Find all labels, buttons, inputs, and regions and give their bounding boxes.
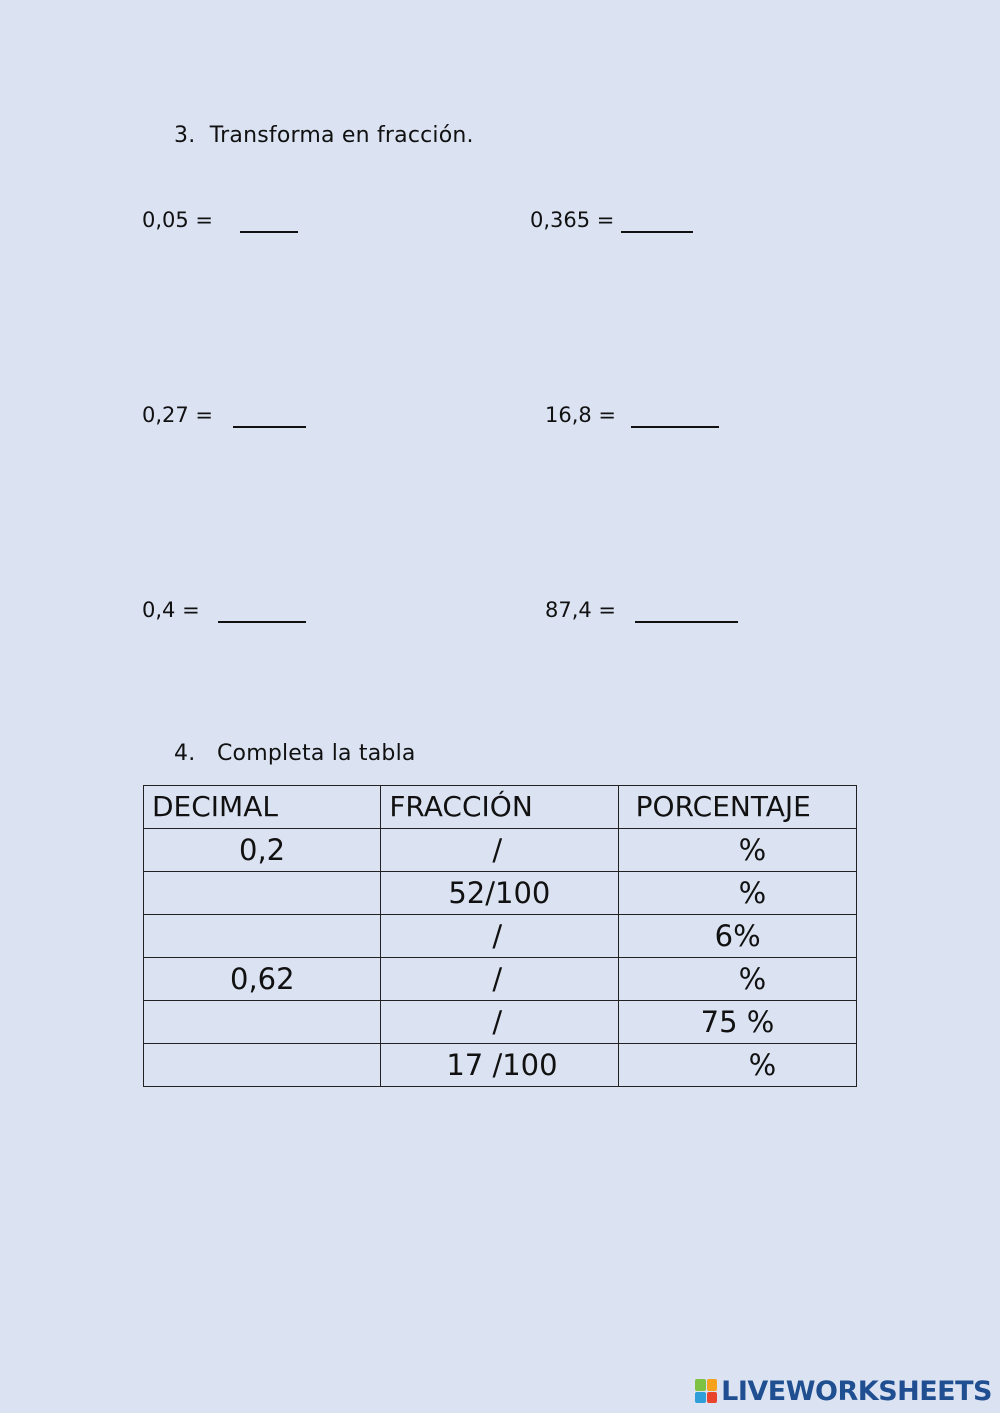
logo-text: LIVEWORKSHEETS (721, 1375, 992, 1407)
exercise-label: 87,4 = (545, 598, 617, 622)
fraction-cell[interactable]: 17 /100 (381, 1044, 618, 1087)
answer-blank[interactable] (621, 231, 693, 233)
percent-cell[interactable]: % (618, 872, 856, 915)
answer-blank[interactable] (233, 426, 306, 428)
exercise-label: 0,365 = (530, 208, 615, 232)
exercise-label: 0,05 = (142, 208, 214, 232)
header-decimal: DECIMAL (144, 786, 381, 829)
logo-square (707, 1392, 718, 1404)
fraction-cell[interactable]: / (381, 915, 618, 958)
fraction-cell[interactable]: / (381, 1001, 618, 1044)
decimal-cell[interactable] (144, 1001, 381, 1044)
percent-cell[interactable]: 75 % (618, 1001, 856, 1044)
decimal-cell[interactable]: 0,62 (144, 958, 381, 1001)
conversion-table (143, 785, 857, 1087)
liveworksheets-logo (695, 1374, 992, 1408)
header-fraccion: FRACCIÓN (381, 786, 618, 829)
table-row (144, 872, 857, 915)
percent-cell[interactable]: 6% (618, 915, 856, 958)
section-3-title: 3. Transforma en fracción. (174, 123, 474, 148)
table-row (144, 829, 857, 872)
table-row (144, 1001, 857, 1044)
table-row (144, 915, 857, 958)
header-porcentaje: PORCENTAJE (618, 786, 856, 829)
percent-cell[interactable]: % (618, 958, 856, 1001)
logo-square (695, 1379, 706, 1391)
decimal-cell[interactable] (144, 915, 381, 958)
answer-blank[interactable] (240, 231, 298, 233)
decimal-cell[interactable] (144, 872, 381, 915)
table-row (144, 1044, 857, 1087)
table-header-row (144, 786, 857, 829)
logo-square (695, 1392, 706, 1404)
table-row (144, 958, 857, 1001)
exercise-label: 0,4 = (142, 598, 200, 622)
answer-blank[interactable] (635, 621, 738, 623)
section-4-title: 4. Completa la tabla (174, 741, 416, 766)
answer-blank[interactable] (631, 426, 719, 428)
decimal-cell[interactable]: 0,2 (144, 829, 381, 872)
exercise-label: 16,8 = (545, 403, 617, 427)
fraction-cell[interactable]: 52/100 (381, 872, 618, 915)
percent-cell[interactable]: % (618, 1044, 856, 1087)
liveworksheets-logo-icon (695, 1379, 717, 1403)
percent-cell[interactable]: % (618, 829, 856, 872)
decimal-cell[interactable] (144, 1044, 381, 1087)
logo-square (707, 1379, 718, 1391)
fraction-cell[interactable]: / (381, 829, 618, 872)
fraction-cell[interactable]: / (381, 958, 618, 1001)
exercise-label: 0,27 = (142, 403, 214, 427)
answer-blank[interactable] (218, 621, 306, 623)
